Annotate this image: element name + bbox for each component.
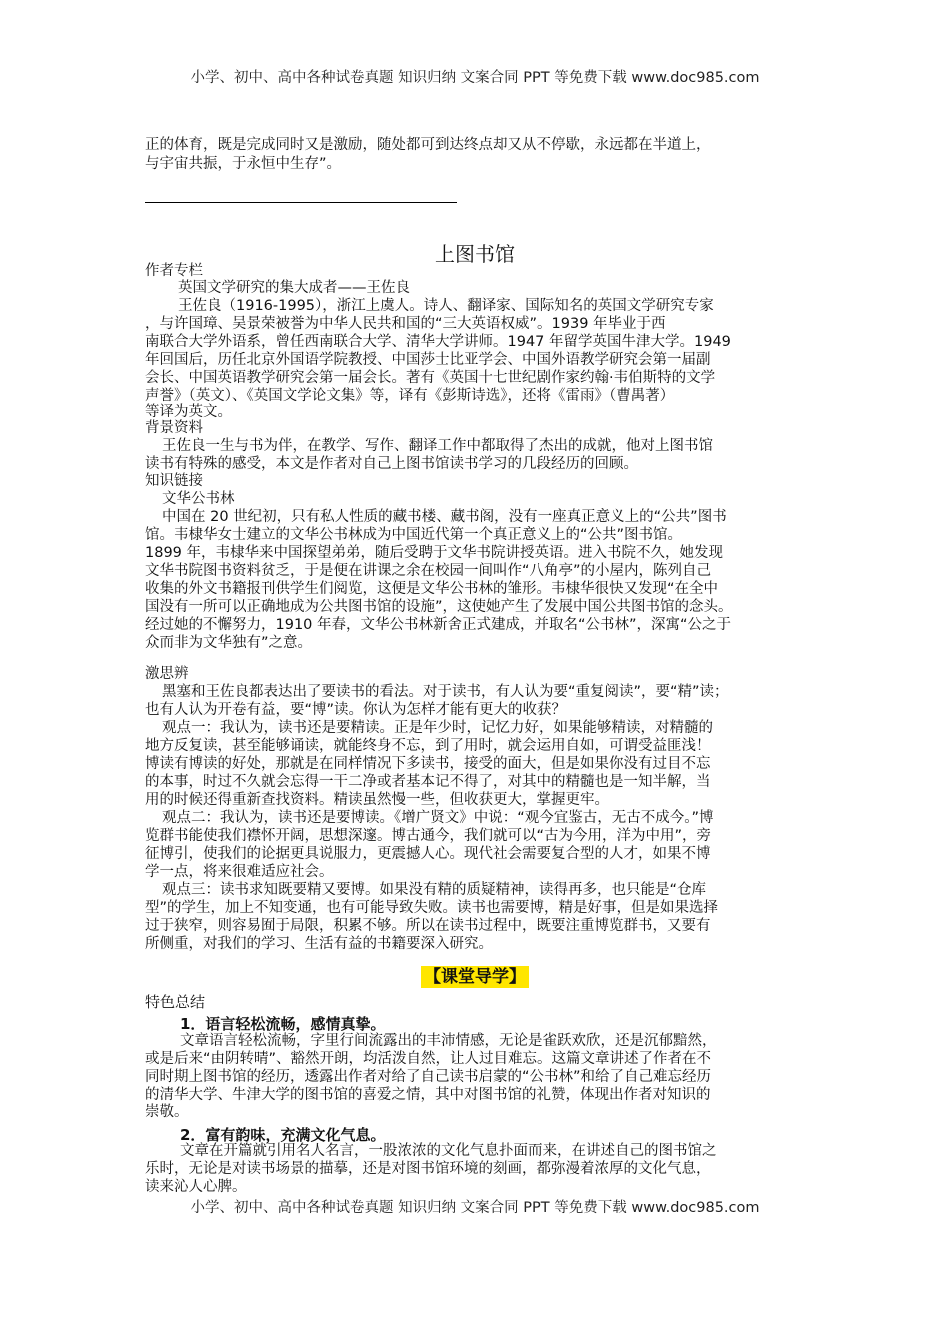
author-line: 声誉》（英文）、《英国文学论文集》等，译有《彭斯诗选》，还将《雷雨》（曹禺著）: [145, 388, 675, 404]
feature-line: 的清华大学、牛津大学的图书馆的喜爱之情，其中对图书馆的礼赞，体现出作者对知识的: [145, 1087, 711, 1103]
feature-line: 文章在开篇就引用名人名言，一股浓浓的文化气息扑面而来，在讲述自己的图书馆之: [180, 1143, 717, 1159]
knowledge-line: 馆。韦棣华女士建立的文华公书林成为中国近代第一个真正意义上的“公共”图书馆。: [145, 527, 683, 543]
knowledge-line: 经过她的不懈努力，1910 年春，文华公书林新舍正式建成，并取名“公书林”，深寓“公之于: [145, 617, 732, 633]
knowledge-line: 中国在 20 世纪初，只有私人性质的藏书楼、藏书阁，没有一座真正意义上的“公共”图书: [162, 509, 727, 525]
background-line: 读书有特殊的感受，本文是作者对自己上图书馆读书学习的几段经历的回顾。: [145, 456, 638, 472]
debate-line: 学一点，将来很难适应社会。: [145, 864, 334, 880]
section-heading-debate: 激思辨: [145, 666, 189, 682]
footnote-divider: [145, 202, 457, 203]
feature-line: 乐时，无论是对读书场景的描摹，还是对图书馆环境的刻画，都弥漫着浓厚的文化气息，: [145, 1161, 711, 1177]
feature-line: 或是后来“由阴转晴”、豁然开朗，均活泼自然，让人过目难忘。这篇文章讲述了作者在不: [145, 1051, 712, 1067]
knowledge-line: 国没有一所可以正确地成为公共图书馆的设施”，这使她产生了发展中国公共图书馆的念头。: [145, 599, 733, 615]
debate-line: 观点三：读书求知既要精又要博。如果没有精的质疑精神，读得再多，也只能是“仓库: [162, 882, 707, 898]
section-heading-background: 背景资料: [145, 420, 203, 436]
page-header: 小学、初中、高中各种试卷真题 知识归纳 文案合同 PPT 等免费下载 www.doc985.com: [190, 70, 760, 86]
knowledge-line: 众而非为文华独有”之意。: [145, 635, 313, 651]
debate-line: 型”的学生，加上不知变通，也有可能导致失败。读书也需要博，精是好事，但是如果选择: [145, 900, 719, 916]
class-banner: 【课堂导学】: [421, 966, 529, 988]
background-line: 王佐良一生与书为伴，在教学、写作、翻译工作中都取得了杰出的成就，他对上图书馆: [162, 438, 713, 454]
page-footer: 小学、初中、高中各种试卷真题 知识归纳 文案合同 PPT 等免费下载 www.doc985.com: [190, 1200, 760, 1216]
author-line: 南联合大学外语系，曾任西南联合大学、清华大学讲师。1947 年留学英国牛津大学。1949: [145, 334, 731, 350]
knowledge-line: 文华书院图书资料贫乏，于是便在讲课之余在校园一间叫作“八角亭”的小屋内，陈列自己: [145, 563, 712, 579]
debate-line: 的本事，时过不久就会忘得一干二净或者基本记不得了，对其中的精髓也是一知半解，当: [145, 774, 711, 790]
debate-line: 过于狭窄，则容易囿于局限，积累不够。所以在读书过程中，既要注重博览群书，又要有: [145, 918, 711, 934]
debate-line: 黑塞和王佐良都表达出了要读书的看法。对于读书，有人认为要“重复阅读”，要“精”读；: [162, 684, 729, 700]
section-heading-knowledge: 知识链接: [145, 473, 203, 489]
feature-point-title: 2．富有韵味，充满文化气息。: [180, 1126, 386, 1144]
debate-line: 观点二：我认为，读书还是要博读。《增广贤文》中说：“观今宜鉴古，无古不成今。”博: [162, 810, 714, 826]
page-title: 上图书馆: [435, 242, 515, 266]
knowledge-subtitle: 文华公书林: [162, 491, 235, 507]
author-line: 年回国后，历任北京外国语学院教授、中国莎士比亚学会、中国外语教学研究会第一届副: [145, 352, 711, 368]
debate-line: 征博引，使我们的论据更具说服力，更震撼人心。现代社会需要复合型的人才，如果不博: [145, 846, 711, 862]
author-line: 王佐良（1916-1995），浙江上虞人。诗人、翻译家、国际知名的英国文学研究专家: [178, 298, 714, 314]
author-line: 等译为英文。: [145, 404, 232, 420]
author-line: ，与许国璋、吴景荣被誉为中华人民共和国的“三大英语权威”。1939 年毕业于西: [145, 316, 666, 332]
debate-line: 也有人认为开卷有益，要“博”读。你认为怎样才能有更大的收获？: [145, 702, 567, 718]
intro-line: 正的体育，既是完成同时又是激励，随处都可到达终点却又从不停歇，永远都在半道上，: [145, 137, 711, 153]
feature-line: 崇敬。: [145, 1104, 189, 1120]
section-heading-features: 特色总结: [145, 993, 206, 1011]
debate-line: 览群书能使我们襟怀开阔，思想深邃。博古通今，我们就可以“古为今用，洋为中用”，旁: [145, 828, 712, 844]
section-heading-author: 作者专栏: [145, 263, 203, 279]
author-line: 会长、中国英语教学研究会第一届会长。著有《英国十七世纪剧作家约翰·韦伯斯特的文学: [145, 370, 716, 386]
class-banner-wrap: [0, 962, 950, 987]
feature-line: 读来沁人心脾。: [145, 1179, 247, 1195]
debate-line: 地方反复读，甚至能够诵读，就能终身不忘，到了用时，就会运用自如，可谓受益匪浅！: [145, 738, 711, 754]
intro-line: 与宇宙共振，于永恒中生存”。: [145, 156, 342, 172]
feature-point-title: 1．语言轻松流畅，感情真挚。: [180, 1015, 386, 1033]
debate-line: 用的时候还得重新查找资料。精读虽然慢一些，但收获更大，掌握更牢。: [145, 792, 609, 808]
knowledge-line: 收集的外文书籍报刊供学生们阅览，这便是文华公书林的雏形。韦棣华很快又发现“在全中: [145, 581, 719, 597]
debate-line: 所侧重，对我们的学习、生活有益的书籍要深入研究。: [145, 936, 493, 952]
knowledge-line: 1899 年，韦棣华来中国探望弟弟，随后受聘于文华书院讲授英语。进入书院不久，她发现: [145, 545, 724, 561]
author-subtitle: 英国文学研究的集大成者——王佐良: [178, 280, 410, 296]
feature-line: 同时期上图书馆的经历，透露出作者对给了自己读书启蒙的“公书林”和给了自己难忘经历: [145, 1069, 712, 1085]
feature-line: 文章语言轻松流畅，字里行间流露出的丰沛情感，无论是雀跃欢欣，还是沉郁黯然，: [180, 1033, 717, 1049]
debate-line: 观点一：我认为，读书还是要精读。正是年少时，记忆力好，如果能够精读，对精髓的: [162, 720, 713, 736]
debate-line: 博读有博读的好处，那就是在同样情况下多读书，接受的面大，但是如果你没有过目不忘: [145, 756, 711, 772]
